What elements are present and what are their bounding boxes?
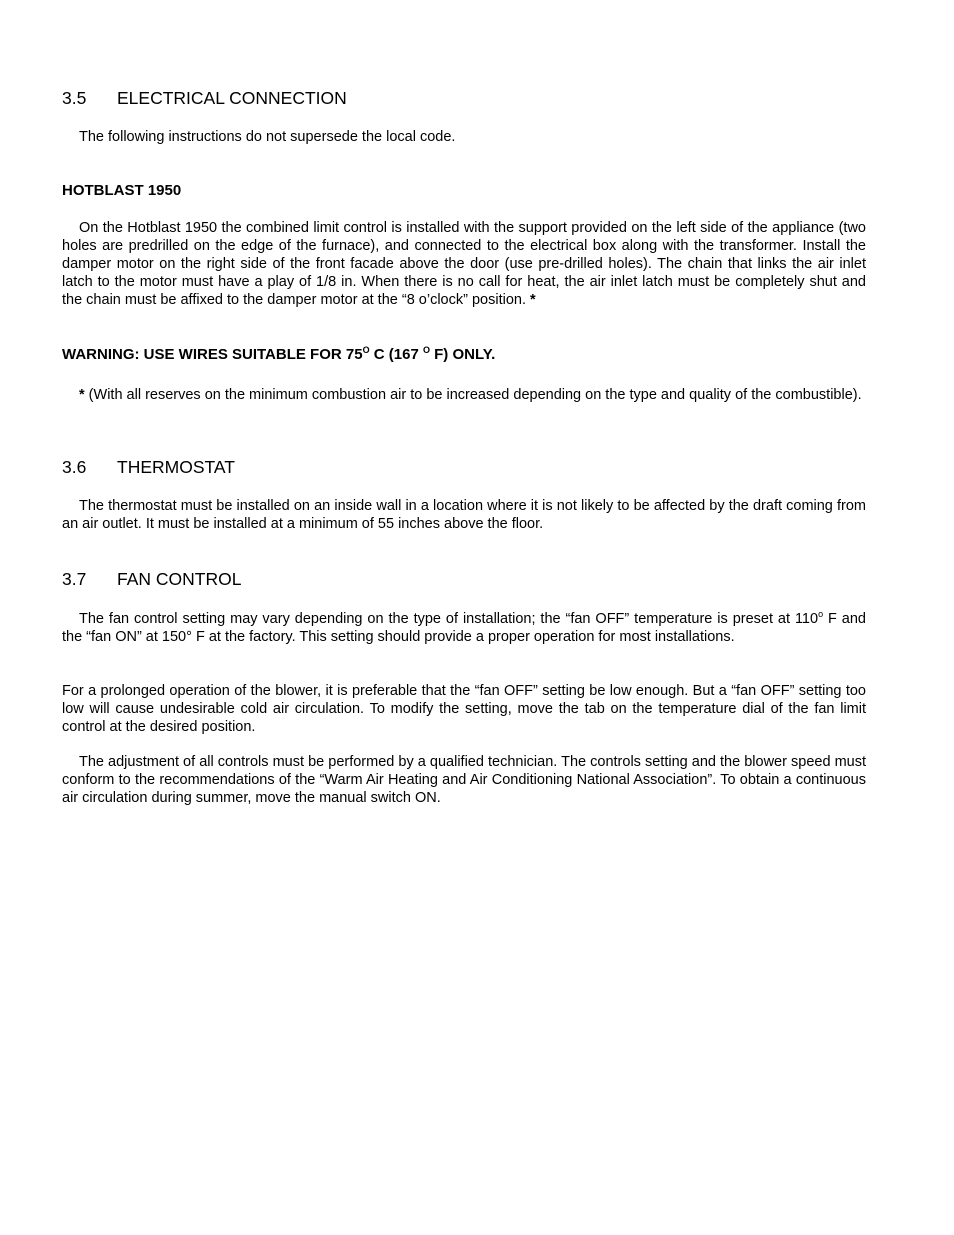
section-title: FAN CONTROL <box>117 569 242 589</box>
section-number: 3.7 <box>62 569 87 589</box>
thermostat-paragraph: The thermostat must be installed on an inside wall in a location where it is not likely to be affected by the draft coming from an air outlet. It must be installed at a minimum of 55 inches above the floor. <box>62 498 866 532</box>
warning-text-2: C (167 <box>369 346 423 363</box>
hotblast-paragraph <box>62 219 866 309</box>
degree-mark: o <box>818 609 824 620</box>
section-3-6-heading <box>62 457 235 477</box>
section-title: ELECTRICAL CONNECTION <box>117 88 347 108</box>
wire-warning <box>62 346 495 364</box>
footnote-marker: * <box>79 387 85 403</box>
hotblast-body: On the Hotblast 1950 the combined limit control is installed with the support provided on the left side of the appliance (two holes are predrilled on the edge of the furnace), and connected to the electrical box along with the transformer. Install the damper motor on the right side of the front facade above the door (use pre-drilled holes). The chain that links the air inlet latch to the motor must have a play of 1/8 in. When there is no call for heat, the air inlet latch must be completely shut and the chain must be affixed to the damper motor at the “8 o’clock” position. <box>62 220 866 308</box>
fan-text-1: The fan control setting may vary depending on the type of installation; the “fan OFF” temperature is preset at 110 <box>79 611 819 627</box>
footnote-marker: * <box>530 292 536 308</box>
section-3-5-intro: The following instructions do not supersede the local code. <box>79 129 456 145</box>
footnote-text: (With all reserves on the minimum combustion air to be increased depending on the type and quality of the combustible). <box>84 387 862 403</box>
hotblast-heading: HOTBLAST 1950 <box>62 182 182 199</box>
degree-mark: O <box>422 345 430 355</box>
degree-mark: O <box>362 345 370 355</box>
footnote-paragraph <box>62 386 866 404</box>
fan-control-paragraph-1 <box>62 610 866 646</box>
warning-text-1: WARNING: USE WIRES SUITABLE FOR 75 <box>62 346 363 363</box>
section-3-5-heading <box>62 88 347 108</box>
fan-control-paragraph-3: The adjustment of all controls must be performed by a qualified technician. The controls setting and the blower speed must conform to the recommendations of the “Warm Air Heating and Air Conditioning National Association”. To obtain a continuous air circulation during summer, move the manual switch ON. <box>62 754 866 806</box>
warning-text-3: F) ONLY. <box>429 346 496 363</box>
section-number: 3.5 <box>62 88 87 108</box>
section-title: THERMOSTAT <box>117 457 235 477</box>
section-number: 3.6 <box>62 457 87 477</box>
fan-text-2: F and the “fan ON” at 150° F at the factory. This setting should provide a proper operation for most installations. <box>62 611 866 645</box>
fan-control-paragraph-2: For a prolonged operation of the blower, it is preferable that the “fan OFF” setting be low enough. But a “fan OFF” setting too low will cause undesirable cold air circulation. To modify the setting, move the tab on the temperature dial of the fan limit control at the desired position. <box>62 683 866 735</box>
section-3-7-heading <box>62 569 241 589</box>
